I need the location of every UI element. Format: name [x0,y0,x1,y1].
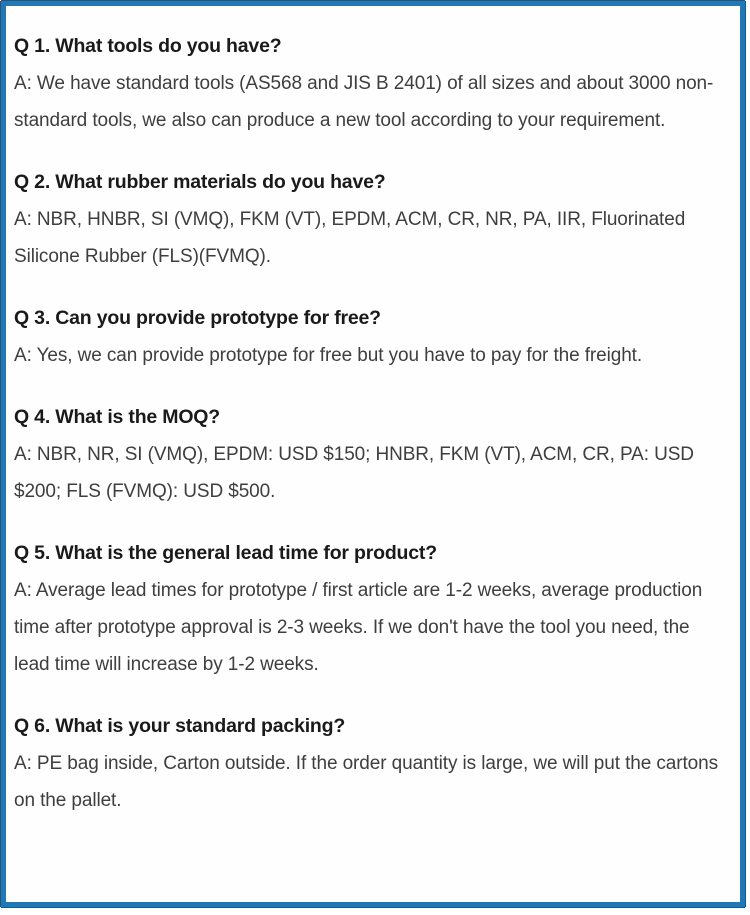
faq-answer: A: PE bag inside, Carton outside. If the order quantity is large, we will put the cartons on the pallet. [14,753,718,811]
faq-item [14,708,730,819]
faq-answer: A: Average lead times for prototype / first article are 1-2 weeks, average production time after prototype approval is 2-3 weeks. If we don't have the tool you need, the lead time will increase by 1-2 weeks. [14,580,703,675]
faq-answer: A: NBR, NR, SI (VMQ), EPDM: USD $150; HNBR, FKM (VT), ACM, CR, PA: USD $200; FLS (FVMQ): USD $500. [14,444,694,502]
faq-item [14,535,730,683]
faq-answer: A: We have standard tools (AS568 and JIS B 2401) of all sizes and about 3000 non-standard tools, we also can produce a new tool according to your requirement. [14,73,714,131]
faq-item [14,28,730,139]
faq-question: Q 1. What tools do you have? [14,35,282,57]
faq-question: Q 5. What is the general lead time for product? [14,542,437,564]
faq-item [14,399,730,510]
faq-document [1,1,745,907]
faq-answer: A: NBR, HNBR, SI (VMQ), FKM (VT), EPDM, ACM, CR, NR, PA, IIR, Fluorinated Silicone Rubber (FLS)(FVMQ). [14,209,686,267]
faq-question: Q 4. What is the MOQ? [14,406,220,428]
faq-item [14,300,730,374]
faq-answer: A: Yes, we can provide prototype for free but you have to pay for the freight. [14,345,643,366]
faq-question: Q 3. Can you provide prototype for free? [14,307,381,329]
faq-question: Q 2. What rubber materials do you have? [14,171,386,193]
faq-question: Q 6. What is your standard packing? [14,715,346,737]
faq-item [14,164,730,275]
